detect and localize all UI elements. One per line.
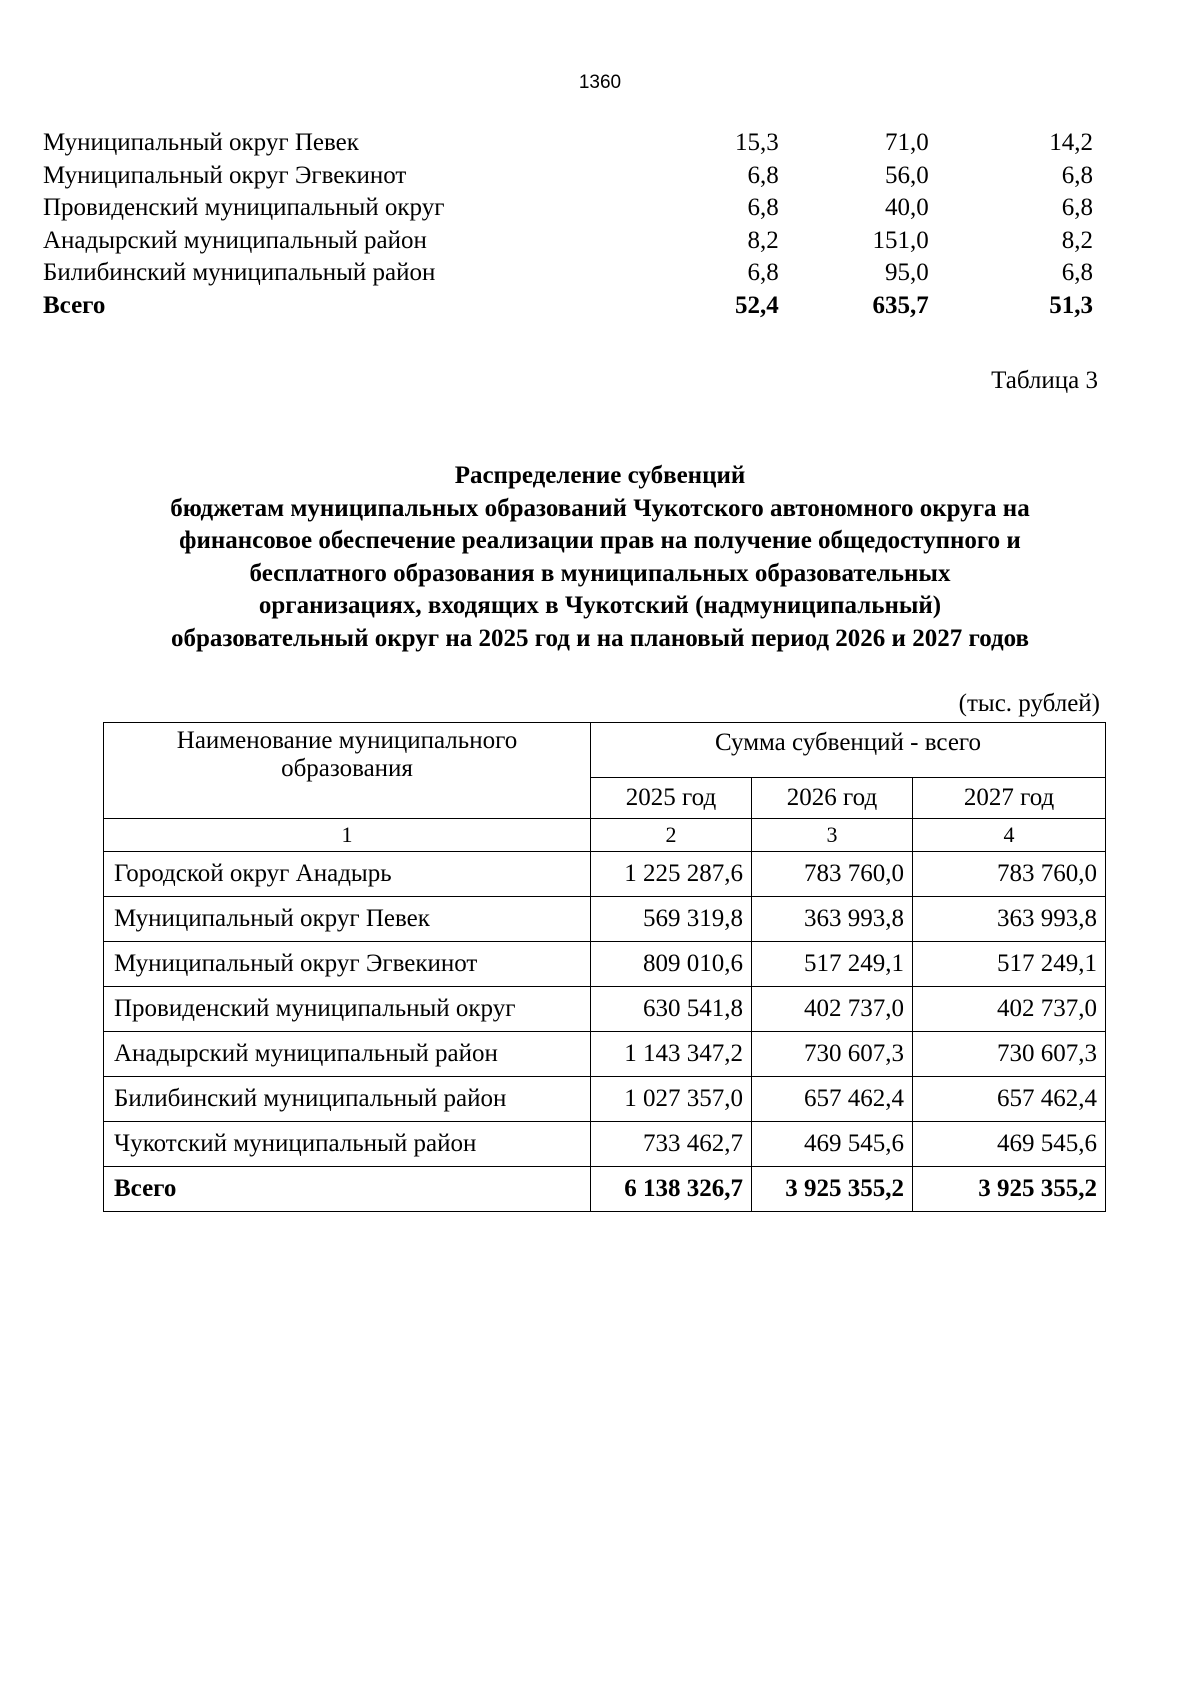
row-value-2027: 363 993,8 [913, 897, 1106, 942]
header-year: 2025 год [591, 778, 752, 819]
title-line: организациях, входящих в Чукотский (надмуниципальный) [258, 592, 942, 619]
column-numbers-row [104, 819, 1106, 852]
row-value-2025: 1 027 357,0 [591, 1077, 752, 1122]
row-value: 95,0 [885, 259, 929, 286]
header-row [104, 723, 1106, 778]
title-line: бесплатного образования в муниципальных образовательных [249, 559, 951, 587]
header-year: 2026 год [752, 778, 913, 819]
title-line: финансовое обеспечение реализации прав на получение общедоступного и [179, 527, 1021, 554]
row-name: Муниципальный округ Певек [104, 897, 591, 942]
table-row [104, 1077, 1106, 1122]
column-number: 3 [752, 819, 913, 852]
row-value: 14,2 [1049, 129, 1093, 156]
row-value-2025: 733 462,7 [591, 1122, 752, 1167]
row-name: Провиденский муниципальный округ [43, 194, 445, 221]
table-row [43, 160, 1093, 193]
table-row [104, 987, 1106, 1032]
title-line: Распределение субвенций [454, 462, 746, 489]
total-row [104, 1167, 1106, 1212]
column-number: 2 [591, 819, 752, 852]
document-title [100, 460, 1100, 655]
row-value-2026: 657 462,4 [752, 1077, 913, 1122]
row-value-2025: 569 319,8 [591, 897, 752, 942]
total-label: Всего [43, 291, 106, 319]
total-row [43, 290, 1093, 323]
column-number: 1 [104, 819, 591, 852]
title-line: образовательный округ на 2025 год и на плановый период 2026 и 2027 годов [171, 624, 1029, 652]
table-row [104, 852, 1106, 897]
continued-table [43, 127, 1093, 322]
row-value-2026: 469 545,6 [752, 1122, 913, 1167]
row-value: 15,3 [734, 129, 779, 156]
row-value-2027: 402 737,0 [913, 987, 1106, 1032]
row-value: 71,0 [885, 129, 929, 156]
table-row [104, 1032, 1106, 1077]
total-value-2025: 6 138 326,7 [591, 1167, 752, 1212]
row-value-2027: 517 249,1 [913, 942, 1106, 987]
table-row [104, 942, 1106, 987]
row-name: Анадырский муниципальный район [43, 226, 427, 254]
row-name: Билибинский муниципальный район [43, 259, 436, 286]
row-value: 6,8 [1061, 194, 1093, 221]
total-value: 52,4 [734, 291, 779, 319]
row-value: 8,2 [1061, 226, 1093, 254]
table-row [43, 192, 1093, 225]
row-value-2025: 1 225 287,6 [591, 852, 752, 897]
header-year: 2027 год [913, 778, 1106, 819]
row-value: 6,8 [747, 194, 779, 221]
row-name: Муниципальный округ Певек [43, 129, 359, 156]
row-value-2027: 730 607,3 [913, 1032, 1106, 1077]
row-name: Муниципальный округ Эгвекинот [104, 942, 591, 987]
row-value-2027: 657 462,4 [913, 1077, 1106, 1122]
row-value: 6,8 [1061, 161, 1093, 189]
row-value: 151,0 [872, 226, 929, 254]
row-value-2026: 363 993,8 [752, 897, 913, 942]
table-row [43, 127, 1093, 160]
header-name: Наименование муниципального образования [104, 723, 591, 819]
total-value-2026: 3 925 355,2 [752, 1167, 913, 1212]
row-name: Билибинский муниципальный район [104, 1077, 591, 1122]
row-value-2026: 517 249,1 [752, 942, 913, 987]
total-label: Всего [104, 1167, 591, 1212]
row-name: Провиденский муниципальный округ [104, 987, 591, 1032]
total-value: 51,3 [1049, 291, 1093, 319]
row-name: Городской округ Анадырь [104, 852, 591, 897]
title-line: бюджетам муниципальных образований Чукотского автономного округа на [170, 494, 1030, 522]
table-row [104, 897, 1106, 942]
header-sum: Сумма субвенций - всего [591, 723, 1106, 778]
row-value-2025: 1 143 347,2 [591, 1032, 752, 1077]
table-label: Таблица 3 [991, 367, 1098, 394]
row-value: 56,0 [885, 161, 929, 189]
total-value-2027: 3 925 355,2 [913, 1167, 1106, 1212]
row-name: Чукотский муниципальный район [104, 1122, 591, 1167]
row-value: 8,2 [747, 226, 779, 254]
row-value: 6,8 [747, 161, 779, 189]
row-value-2026: 402 737,0 [752, 987, 913, 1032]
column-number: 4 [913, 819, 1106, 852]
row-name: Муниципальный округ Эгвекинот [43, 161, 407, 189]
subsidy-table [103, 722, 1106, 1212]
table-row [43, 225, 1093, 258]
row-value-2025: 630 541,8 [591, 987, 752, 1032]
unit-label: (тыс. рублей) [958, 690, 1100, 717]
row-value-2026: 783 760,0 [752, 852, 913, 897]
row-value-2027: 469 545,6 [913, 1122, 1106, 1167]
table-row [43, 257, 1093, 290]
total-value: 635,7 [872, 291, 929, 319]
row-value: 40,0 [885, 194, 929, 221]
row-value: 6,8 [747, 259, 779, 286]
row-value-2026: 730 607,3 [752, 1032, 913, 1077]
page-number: 1360 [578, 72, 622, 93]
row-value-2027: 783 760,0 [913, 852, 1106, 897]
table-row [104, 1122, 1106, 1167]
row-name: Анадырский муниципальный район [104, 1032, 591, 1077]
row-value-2025: 809 010,6 [591, 942, 752, 987]
row-value: 6,8 [1061, 259, 1093, 286]
